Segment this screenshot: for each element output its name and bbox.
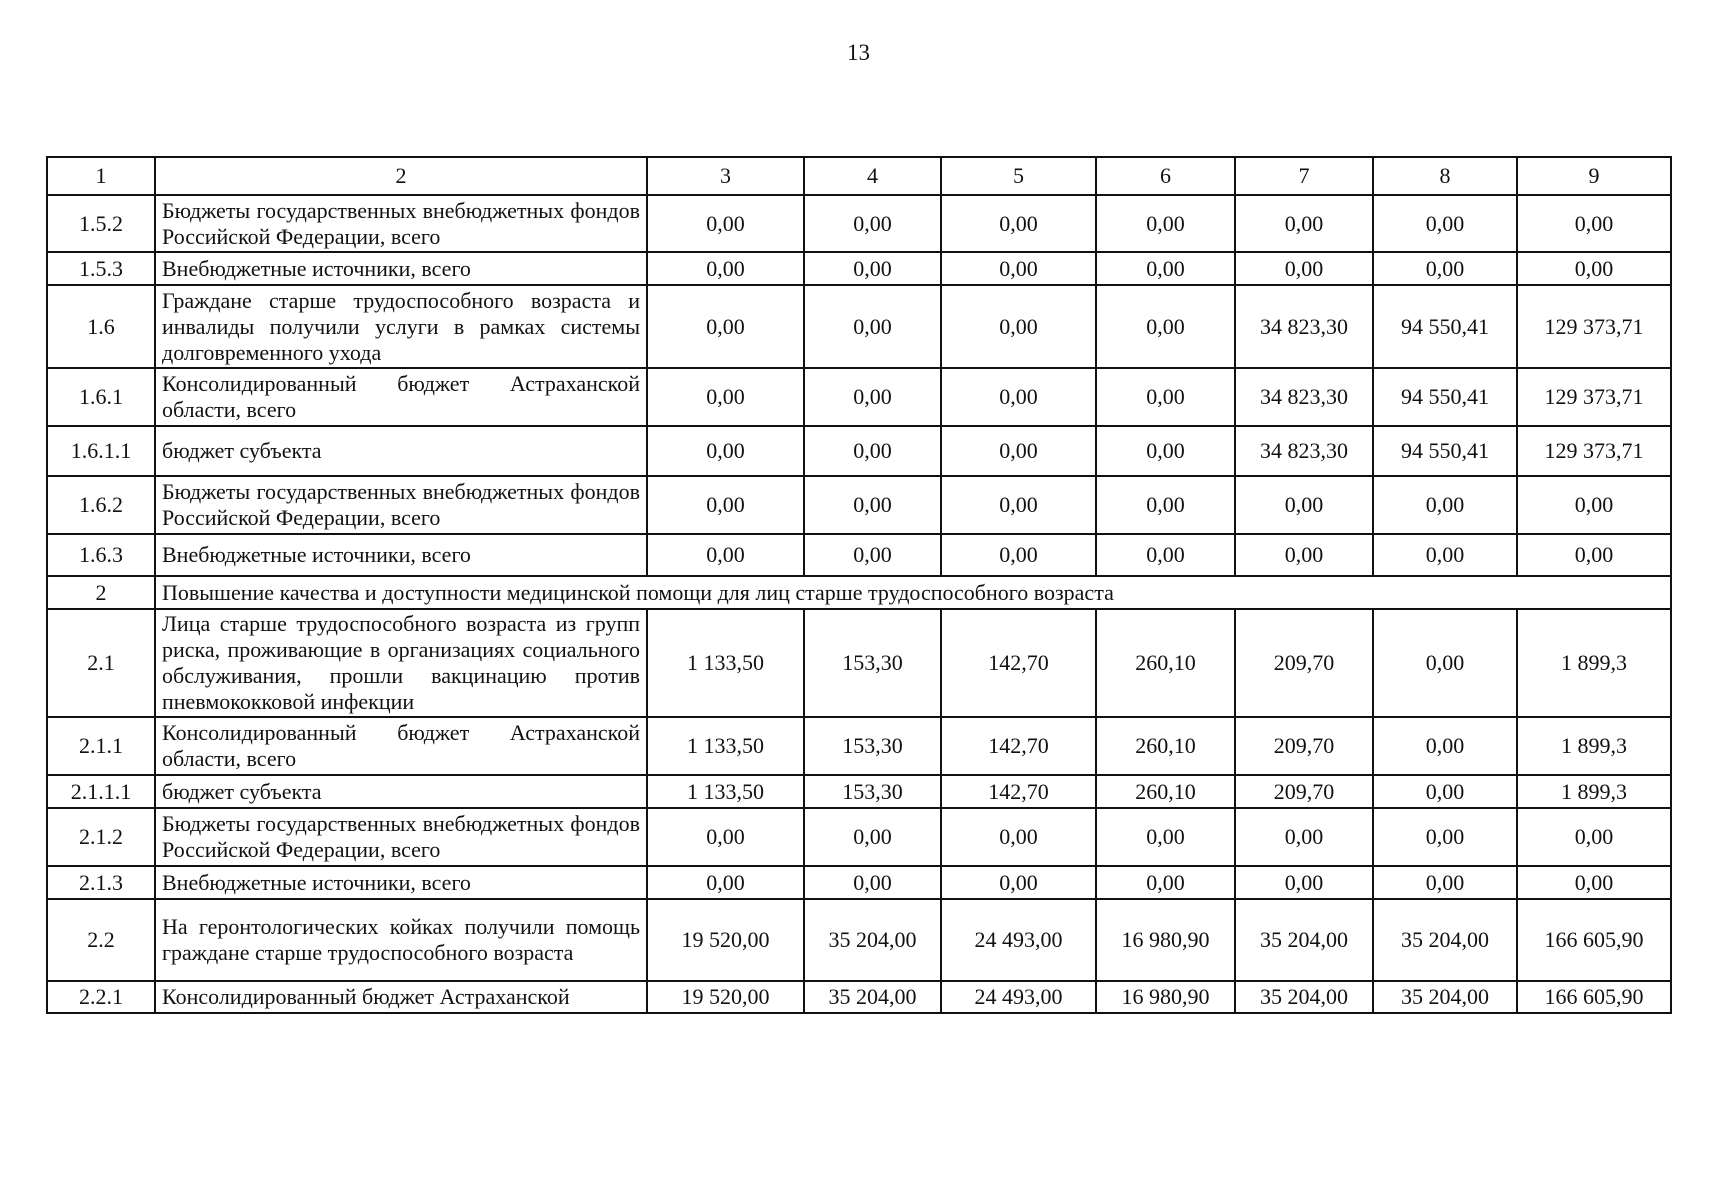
- row-description: Консолидированный бюджет Астраханской: [155, 981, 647, 1013]
- row-code: 2.1.1: [47, 717, 155, 775]
- table-row: [47, 426, 1671, 476]
- header-cell-9: 9: [1517, 157, 1671, 195]
- value-cell-col6: 0,00: [1096, 285, 1235, 368]
- value-cell-col8: 94 550,41: [1373, 285, 1517, 368]
- row-description: Бюджеты государственных внебюджетных фондов Российской Федерации, всего: [155, 195, 647, 252]
- value-cell-col4: 153,30: [804, 717, 941, 775]
- value-cell-col6: 0,00: [1096, 866, 1235, 899]
- value-cell-col4: 0,00: [804, 534, 941, 576]
- row-code: 1.6.1.1: [47, 426, 155, 476]
- section-title: Повышение качества и доступности медицинской помощи для лиц старше трудоспособного возраста: [155, 576, 1671, 609]
- row-description: Бюджеты государственных внебюджетных фондов Российской Федерации, всего: [155, 808, 647, 866]
- header-cell-5: 5: [941, 157, 1096, 195]
- header-cell-8: 8: [1373, 157, 1517, 195]
- table-row: [47, 717, 1671, 775]
- budget-table: [46, 156, 1672, 1014]
- value-cell-col8: 0,00: [1373, 195, 1517, 252]
- value-cell-col8: 0,00: [1373, 534, 1517, 576]
- value-cell-col7: 34 823,30: [1235, 285, 1373, 368]
- value-cell-col3: 0,00: [647, 368, 804, 426]
- table-row: [47, 368, 1671, 426]
- table-row: [47, 981, 1671, 1013]
- table-row: [47, 534, 1671, 576]
- value-cell-col4: 0,00: [804, 426, 941, 476]
- value-cell-col6: 0,00: [1096, 808, 1235, 866]
- row-code: 2.1.2: [47, 808, 155, 866]
- row-description: Внебюджетные источники, всего: [155, 252, 647, 285]
- value-cell-col7: 209,70: [1235, 609, 1373, 717]
- value-cell-col8: 0,00: [1373, 609, 1517, 717]
- value-cell-col3: 19 520,00: [647, 899, 804, 981]
- table-row: [47, 252, 1671, 285]
- row-description: Консолидированный бюджет Астраханской области, всего: [155, 717, 647, 775]
- value-cell-col9: 166 605,90: [1517, 899, 1671, 981]
- value-cell-col6: 0,00: [1096, 476, 1235, 534]
- row-description: бюджет субъекта: [155, 426, 647, 476]
- value-cell-col6: 0,00: [1096, 252, 1235, 285]
- value-cell-col8: 0,00: [1373, 808, 1517, 866]
- value-cell-col9: 0,00: [1517, 534, 1671, 576]
- table-row: [47, 808, 1671, 866]
- value-cell-col7: 35 204,00: [1235, 981, 1373, 1013]
- value-cell-col6: 260,10: [1096, 775, 1235, 808]
- value-cell-col3: 1 133,50: [647, 717, 804, 775]
- header-cell-1: 1: [47, 157, 155, 195]
- value-cell-col3: 1 133,50: [647, 609, 804, 717]
- table-row: [47, 866, 1671, 899]
- value-cell-col3: 0,00: [647, 534, 804, 576]
- value-cell-col3: 0,00: [647, 285, 804, 368]
- value-cell-col3: 0,00: [647, 866, 804, 899]
- value-cell-col9: 1 899,3: [1517, 775, 1671, 808]
- value-cell-col9: 166 605,90: [1517, 981, 1671, 1013]
- value-cell-col6: 0,00: [1096, 368, 1235, 426]
- table-row: [47, 775, 1671, 808]
- table-row: [47, 609, 1671, 717]
- row-code: 1.6: [47, 285, 155, 368]
- value-cell-col5: 0,00: [941, 195, 1096, 252]
- value-cell-col6: 16 980,90: [1096, 899, 1235, 981]
- row-code: 1.6.2: [47, 476, 155, 534]
- table-row: [47, 476, 1671, 534]
- value-cell-col6: 0,00: [1096, 426, 1235, 476]
- value-cell-col5: 142,70: [941, 717, 1096, 775]
- header-cell-4: 4: [804, 157, 941, 195]
- value-cell-col7: 209,70: [1235, 775, 1373, 808]
- row-description: На геронтологических койках получили помощь граждане старше трудоспособного возраста: [155, 899, 647, 981]
- section-row: [47, 576, 1671, 609]
- value-cell-col9: 0,00: [1517, 252, 1671, 285]
- row-code: 2: [47, 576, 155, 609]
- value-cell-col7: 0,00: [1235, 476, 1373, 534]
- value-cell-col4: 0,00: [804, 476, 941, 534]
- value-cell-col6: 16 980,90: [1096, 981, 1235, 1013]
- value-cell-col4: 0,00: [804, 866, 941, 899]
- value-cell-col8: 35 204,00: [1373, 981, 1517, 1013]
- row-code: 1.5.2: [47, 195, 155, 252]
- row-code: 2.1: [47, 609, 155, 717]
- value-cell-col5: 0,00: [941, 808, 1096, 866]
- value-cell-col4: 0,00: [804, 808, 941, 866]
- value-cell-col4: 0,00: [804, 285, 941, 368]
- row-description: бюджет субъекта: [155, 775, 647, 808]
- value-cell-col5: 0,00: [941, 252, 1096, 285]
- value-cell-col7: 35 204,00: [1235, 899, 1373, 981]
- value-cell-col3: 0,00: [647, 808, 804, 866]
- value-cell-col4: 35 204,00: [804, 981, 941, 1013]
- value-cell-col4: 0,00: [804, 368, 941, 426]
- header-row: [47, 157, 1671, 195]
- value-cell-col7: 0,00: [1235, 866, 1373, 899]
- value-cell-col9: 0,00: [1517, 195, 1671, 252]
- value-cell-col4: 35 204,00: [804, 899, 941, 981]
- row-code: 2.2: [47, 899, 155, 981]
- header-cell-3: 3: [647, 157, 804, 195]
- value-cell-col3: 0,00: [647, 252, 804, 285]
- value-cell-col3: 1 133,50: [647, 775, 804, 808]
- value-cell-col5: 0,00: [941, 866, 1096, 899]
- value-cell-col8: 0,00: [1373, 775, 1517, 808]
- value-cell-col6: 0,00: [1096, 534, 1235, 576]
- value-cell-col5: 0,00: [941, 534, 1096, 576]
- table-row: [47, 899, 1671, 981]
- value-cell-col3: 19 520,00: [647, 981, 804, 1013]
- row-code: 2.1.1.1: [47, 775, 155, 808]
- value-cell-col9: 0,00: [1517, 808, 1671, 866]
- row-description: Внебюджетные источники, всего: [155, 534, 647, 576]
- value-cell-col8: 0,00: [1373, 252, 1517, 285]
- value-cell-col8: 0,00: [1373, 476, 1517, 534]
- value-cell-col7: 0,00: [1235, 195, 1373, 252]
- value-cell-col4: 153,30: [804, 775, 941, 808]
- value-cell-col7: 34 823,30: [1235, 368, 1373, 426]
- row-description: Граждане старше трудоспособного возраста и инвалиды получили услуги в рамках системы долговременного ухода: [155, 285, 647, 368]
- row-description: Лица старше трудоспособного возраста из групп риска, проживающие в организациях социального обслуживания, прошли вакцинацию против пневмококковой инфекции: [155, 609, 647, 717]
- row-description: Внебюджетные источники, всего: [155, 866, 647, 899]
- value-cell-col5: 24 493,00: [941, 899, 1096, 981]
- value-cell-col8: 94 550,41: [1373, 368, 1517, 426]
- value-cell-col9: 1 899,3: [1517, 609, 1671, 717]
- header-cell-2: 2: [155, 157, 647, 195]
- row-code: 1.6.3: [47, 534, 155, 576]
- value-cell-col9: 0,00: [1517, 866, 1671, 899]
- row-code: 1.6.1: [47, 368, 155, 426]
- value-cell-col9: 129 373,71: [1517, 368, 1671, 426]
- value-cell-col4: 0,00: [804, 195, 941, 252]
- value-cell-col8: 35 204,00: [1373, 899, 1517, 981]
- page-number: 13: [847, 40, 870, 65]
- value-cell-col7: 0,00: [1235, 534, 1373, 576]
- row-code: 1.5.3: [47, 252, 155, 285]
- value-cell-col5: 0,00: [941, 368, 1096, 426]
- table-body: [47, 157, 1671, 1013]
- row-code: 2.2.1: [47, 981, 155, 1013]
- value-cell-col6: 0,00: [1096, 195, 1235, 252]
- table-row: [47, 195, 1671, 252]
- value-cell-col8: 0,00: [1373, 717, 1517, 775]
- row-description: Консолидированный бюджет Астраханской области, всего: [155, 368, 647, 426]
- value-cell-col7: 209,70: [1235, 717, 1373, 775]
- value-cell-col4: 153,30: [804, 609, 941, 717]
- value-cell-col7: 34 823,30: [1235, 426, 1373, 476]
- value-cell-col3: 0,00: [647, 476, 804, 534]
- row-code: 2.1.3: [47, 866, 155, 899]
- row-description: Бюджеты государственных внебюджетных фондов Российской Федерации, всего: [155, 476, 647, 534]
- value-cell-col5: 0,00: [941, 285, 1096, 368]
- value-cell-col9: 129 373,71: [1517, 285, 1671, 368]
- value-cell-col3: 0,00: [647, 195, 804, 252]
- value-cell-col9: 0,00: [1517, 476, 1671, 534]
- value-cell-col5: 142,70: [941, 609, 1096, 717]
- value-cell-col6: 260,10: [1096, 609, 1235, 717]
- value-cell-col8: 94 550,41: [1373, 426, 1517, 476]
- value-cell-col5: 142,70: [941, 775, 1096, 808]
- header-cell-6: 6: [1096, 157, 1235, 195]
- value-cell-col5: 0,00: [941, 426, 1096, 476]
- value-cell-col5: 24 493,00: [941, 981, 1096, 1013]
- header-cell-7: 7: [1235, 157, 1373, 195]
- value-cell-col4: 0,00: [804, 252, 941, 285]
- value-cell-col8: 0,00: [1373, 866, 1517, 899]
- value-cell-col7: 0,00: [1235, 808, 1373, 866]
- value-cell-col5: 0,00: [941, 476, 1096, 534]
- value-cell-col9: 1 899,3: [1517, 717, 1671, 775]
- value-cell-col3: 0,00: [647, 426, 804, 476]
- value-cell-col7: 0,00: [1235, 252, 1373, 285]
- value-cell-col9: 129 373,71: [1517, 426, 1671, 476]
- budget-table-container: [46, 156, 1670, 1014]
- table-row: [47, 285, 1671, 368]
- value-cell-col6: 260,10: [1096, 717, 1235, 775]
